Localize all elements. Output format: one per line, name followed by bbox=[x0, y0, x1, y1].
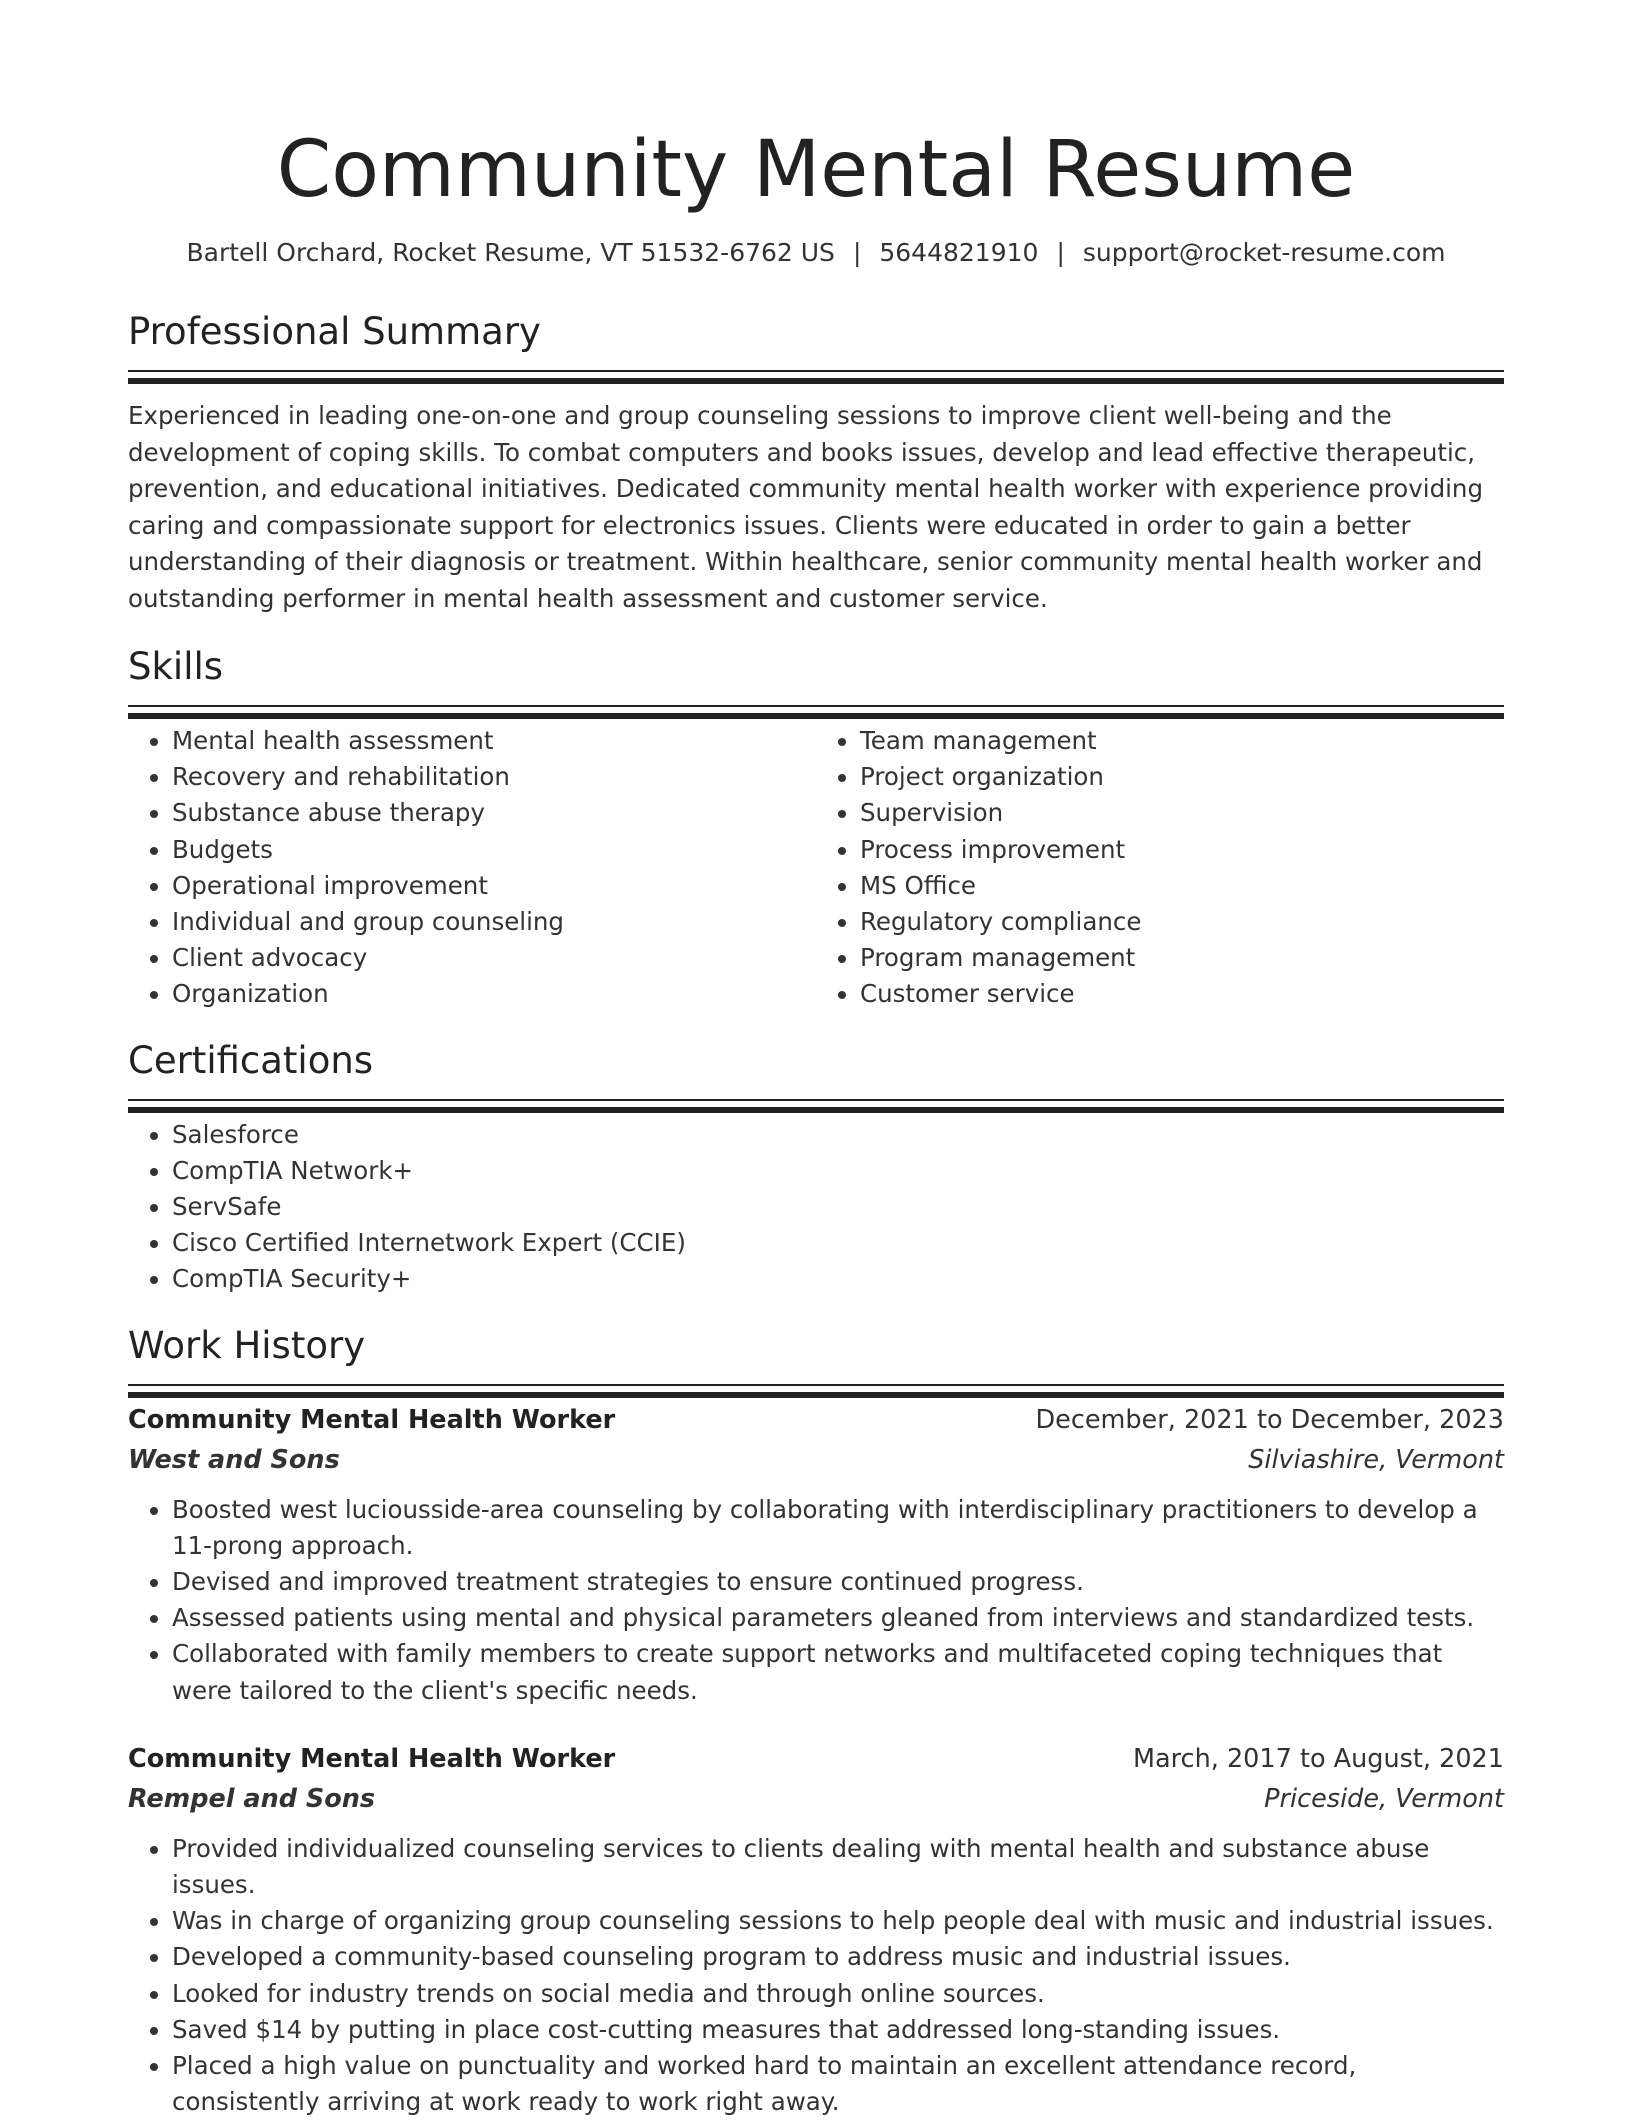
job-company: West and Sons bbox=[128, 1444, 340, 1475]
summary-text: Experienced in leading one-on-one and group counseling sessions to improve client well-being and the development of coping skills. To combat computers and books issues, develop and lead effective therapeutic, prevention, and educational initiatives. Dedicated community mental health worker with experience providing caring and compassionate support for electronics issues. Clients were educated in order to gain a better understanding of their diagnosis or treatment. Within healthcare, senior community mental health worker and outstanding performer in mental health assessment and customer service. bbox=[128, 401, 1484, 613]
skills-heading: Skills bbox=[128, 645, 224, 688]
skill-item: • Operational improvement bbox=[172, 868, 816, 904]
job-header-row bbox=[128, 1739, 1504, 1779]
certification-item: • Salesforce bbox=[172, 1117, 1504, 1153]
resume-title: Community Mental Resume bbox=[276, 125, 1356, 215]
skill-item: • Regulatory compliance bbox=[860, 904, 1504, 940]
job-company-row bbox=[128, 1779, 1504, 1819]
work-history-heading: Work History bbox=[128, 1323, 366, 1367]
contact-separator: | bbox=[1056, 238, 1065, 267]
job-bullets bbox=[128, 1492, 1504, 1709]
skill-item: • Program management bbox=[860, 940, 1504, 976]
contact-line bbox=[128, 236, 1504, 270]
job-header-row bbox=[128, 1400, 1504, 1440]
skill-item: • Process improvement bbox=[860, 832, 1504, 868]
skill-item: • Customer service bbox=[860, 976, 1504, 1012]
skill-item: • Budgets bbox=[172, 832, 816, 868]
summary-section bbox=[128, 308, 1504, 617]
certifications-heading: Certifications bbox=[128, 1038, 374, 1082]
skill-item: • Individual and group counseling bbox=[172, 904, 816, 940]
job-title: Community Mental Health Worker bbox=[128, 1743, 616, 1774]
contact-separator: | bbox=[852, 238, 862, 267]
contact-address: Bartell Orchard, Rocket Resume, VT 51532-6762 US bbox=[186, 238, 835, 267]
job-bullet: • Provided individualized counseling services to clients dealing with mental health and substance abuse issues. bbox=[172, 1831, 1504, 1903]
skill-item: • Recovery and rehabilitation bbox=[172, 759, 816, 795]
skill-item: • Organization bbox=[172, 976, 816, 1012]
skills-list-left bbox=[128, 723, 816, 1013]
section-divider bbox=[128, 370, 1504, 372]
job-dates: March, 2017 to August, 2021 bbox=[1133, 1743, 1504, 1774]
job-bullet: • Was in charge of organizing group counseling sessions to help people deal with music and industrial issues. bbox=[172, 1903, 1504, 1939]
certifications-list bbox=[128, 1117, 1504, 1298]
job-company-row bbox=[128, 1440, 1504, 1480]
certification-item: • CompTIA Security+ bbox=[172, 1261, 1504, 1297]
job-bullet: • Developed a community-based counseling program to address music and industrial issues. bbox=[172, 1939, 1504, 1975]
contact-phone: 5644821910 bbox=[879, 238, 1039, 267]
job-location: Silviashire, Vermont bbox=[1248, 1444, 1504, 1475]
job-title: Community Mental Health Worker bbox=[128, 1404, 616, 1435]
job-bullet: • Boosted west luciousside-area counseling by collaborating with interdisciplinary practitioners to develop a 11-prong approach. bbox=[172, 1492, 1504, 1564]
work-history-section bbox=[128, 1322, 1504, 2120]
resume-page bbox=[128, 0, 1504, 2120]
job-bullet: • Devised and improved treatment strategies to ensure continued progress. bbox=[172, 1564, 1504, 1600]
certifications-section bbox=[128, 1037, 1504, 1298]
skill-item: • Mental health assessment bbox=[172, 723, 816, 759]
job-location: Priceside, Vermont bbox=[1264, 1783, 1504, 1814]
job-bullet: • Placed a high value on punctuality and worked hard to maintain an excellent attendance record, consistently arriving at work ready to work right away. bbox=[172, 2048, 1504, 2120]
job-bullet: • Looked for industry trends on social media and through online sources. bbox=[172, 1976, 1504, 2012]
section-divider bbox=[128, 705, 1504, 707]
section-divider bbox=[128, 1099, 1504, 1101]
contact-email[interactable]: support@rocket-resume.com bbox=[1082, 238, 1446, 267]
job-bullet: • Saved $14 by putting in place cost-cutting measures that addressed long-standing issues. bbox=[172, 2012, 1504, 2048]
certification-item: • Cisco Certified Internetwork Expert (CCIE) bbox=[172, 1225, 1504, 1261]
job-company: Rempel and Sons bbox=[128, 1783, 376, 1814]
job-entry bbox=[128, 1739, 1504, 2120]
job-entry bbox=[128, 1400, 1504, 1709]
job-bullet: • Assessed patients using mental and physical parameters gleaned from interviews and standardized tests. bbox=[172, 1600, 1504, 1636]
certification-item: • ServSafe bbox=[172, 1189, 1504, 1225]
skill-item: • MS Office bbox=[860, 868, 1504, 904]
skill-item: • Team management bbox=[860, 723, 1504, 759]
section-divider bbox=[128, 1384, 1504, 1386]
skills-columns bbox=[128, 723, 1504, 1013]
skill-item: • Supervision bbox=[860, 795, 1504, 831]
job-dates: December, 2021 to December, 2023 bbox=[1035, 1404, 1504, 1435]
skill-item: • Substance abuse therapy bbox=[172, 795, 816, 831]
summary-heading: Professional Summary bbox=[128, 310, 541, 353]
skills-section bbox=[128, 643, 1504, 1013]
job-bullets bbox=[128, 1831, 1504, 2120]
skill-item: • Project organization bbox=[860, 759, 1504, 795]
skills-list-right bbox=[816, 723, 1504, 1013]
job-bullet: • Collaborated with family members to create support networks and multifaceted coping techniques that were tailored to the client's specific needs. bbox=[172, 1636, 1504, 1708]
certification-item: • CompTIA Network+ bbox=[172, 1153, 1504, 1189]
skill-item: • Client advocacy bbox=[172, 940, 816, 976]
